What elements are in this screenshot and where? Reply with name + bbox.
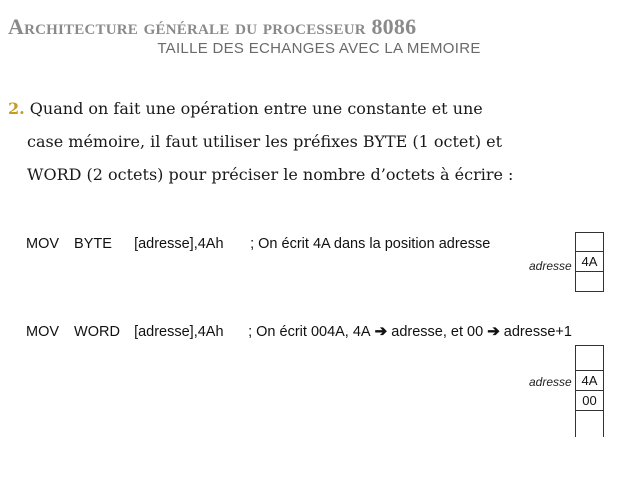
body-text-line-2: case mémoire, il faut utiliser les préfixes BYTE (1 octet) et: [27, 132, 503, 151]
memory-cell: [576, 232, 603, 252]
memory-cell: 00: [576, 391, 603, 411]
operands: [adresse],4Ah: [134, 236, 224, 252]
body-line-1: [8, 92, 608, 125]
operands: [adresse],4Ah: [134, 324, 224, 340]
arrow-right-icon: ➔: [374, 323, 388, 340]
memory-label: adresse: [529, 375, 572, 389]
prefix: BYTE: [74, 236, 112, 252]
opcode: MOV: [26, 236, 60, 252]
slide-body: [8, 92, 608, 191]
memory-cell: [576, 272, 603, 292]
point-number: 2.: [8, 99, 25, 118]
comment-start: ; On écrit 004A, 4A: [248, 324, 371, 340]
opcode: MOV: [26, 324, 60, 340]
body-text-line-1: Quand on fait une opération entre une constante et une: [29, 99, 483, 118]
comment-mid: adresse, et 00: [391, 324, 484, 340]
memory-label: adresse: [529, 259, 572, 273]
memory-cell: [576, 411, 603, 437]
comment: ; On écrit 4A dans la position adresse: [250, 236, 491, 252]
memory-diagram-byte: [575, 232, 604, 292]
memory-diagram-word: [575, 345, 604, 437]
code-line-byte: [26, 236, 490, 252]
slide-title: Architecture générale du processeur 8086: [8, 14, 417, 39]
arrow-right-icon: ➔: [487, 323, 500, 340]
code-line-word: [26, 322, 572, 340]
prefix: WORD: [74, 324, 120, 340]
body-text-line-3: WORD (2 octets) pour préciser le nombre d’octets à écrire :: [27, 165, 514, 184]
memory-cell: 4A: [576, 252, 603, 272]
memory-cell: [576, 345, 603, 371]
comment-end: adresse+1: [503, 324, 572, 340]
memory-cell: 4A: [576, 371, 603, 391]
slide-subtitle: TAILLE DES ECHANGES AVEC LA MEMOIRE: [157, 40, 481, 57]
